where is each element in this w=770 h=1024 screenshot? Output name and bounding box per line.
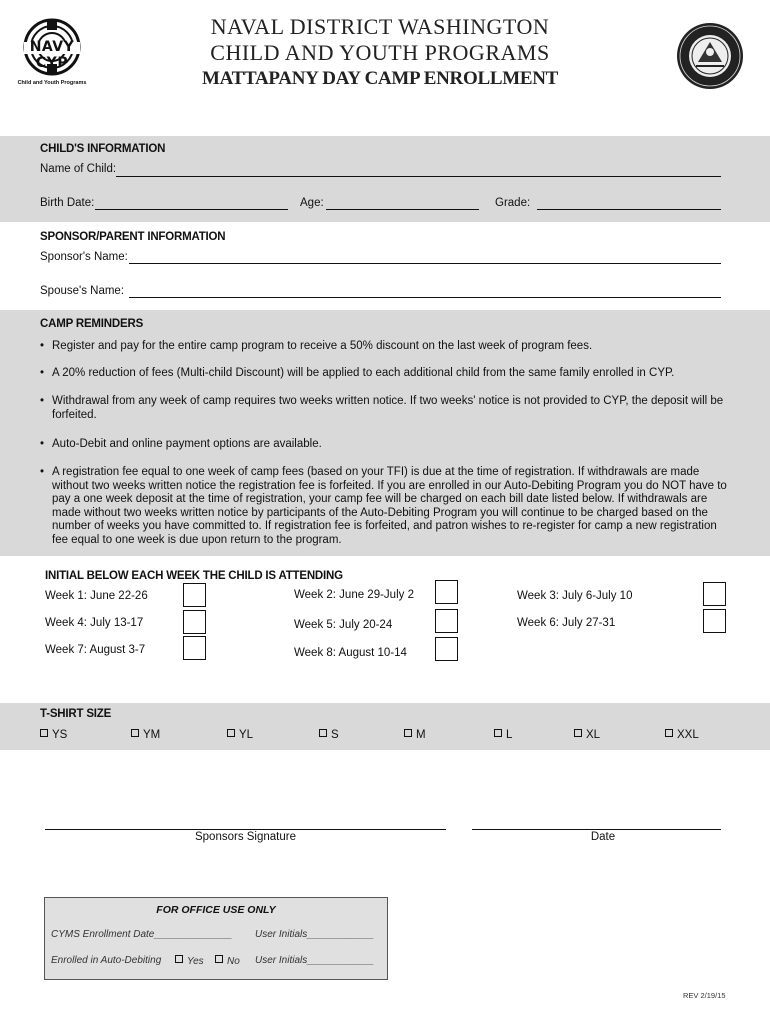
checkbox-icon xyxy=(404,729,412,737)
birth-date-field[interactable] xyxy=(95,209,288,210)
age-field[interactable] xyxy=(326,209,479,210)
child-info-heading: CHILD'S INFORMATION xyxy=(40,143,166,155)
navy-cyp-logo xyxy=(16,16,88,92)
week-5-initial-box[interactable] xyxy=(435,609,458,633)
checkbox-icon xyxy=(175,955,183,963)
age-label: Age: xyxy=(300,197,324,209)
week-1-label: Week 1: June 22-26 xyxy=(45,590,148,602)
week-3-label: Week 3: July 6-July 10 xyxy=(517,590,633,602)
auto-debit-label: Enrolled in Auto-Debiting xyxy=(51,955,162,966)
seal-icon xyxy=(676,22,744,90)
title-line-2: CHILD AND YOUTH PROGRAMS xyxy=(210,40,550,65)
sponsor-name-field[interactable] xyxy=(129,263,721,264)
checkbox-icon xyxy=(574,729,582,737)
checkbox-icon xyxy=(665,729,673,737)
reminder-item: • A registration fee equal to one week of camp fees (based on your TFI) is due at the time of registration. If withdrawals are made without two weeks written notice the registration fee is forfeited. If you are enrolled in our Auto-Debiting Program you do NOT have to pay a one week deposit at the time of registration, your camp fee will be charged on each bill date listed below. If withdrawals are made without two weeks written notice by participants of the Auto-Debiting Program you will continue to be charged based on the number of weeks you have committed to. If registration fee is forfeited, and patron wishes to re-register for camp a new registration fee equal to one week is due upon return to the program. xyxy=(40,466,727,546)
size-option-ys[interactable]: YS xyxy=(40,729,67,741)
week-5-label: Week 5: July 20-24 xyxy=(294,619,393,631)
week-6-initial-box[interactable] xyxy=(703,609,726,633)
week-7-initial-box[interactable] xyxy=(183,636,206,660)
office-use-box xyxy=(44,897,388,980)
week-8-label: Week 8: August 10-14 xyxy=(294,647,407,659)
checkbox-icon xyxy=(227,729,235,737)
week-6-label: Week 6: July 27-31 xyxy=(517,617,616,629)
spouse-name-field[interactable] xyxy=(129,297,721,298)
size-option-xl[interactable]: XL xyxy=(574,729,600,741)
title-line-3: MATTAPANY DAY CAMP ENROLLMENT xyxy=(202,68,558,89)
logo-subtext: Child and Youth Programs xyxy=(17,80,87,86)
checkbox-icon xyxy=(319,729,327,737)
office-use-heading: FOR OFFICE USE ONLY xyxy=(156,904,276,916)
sponsor-name-label: Sponsor's Name: xyxy=(40,251,128,263)
grade-label: Grade: xyxy=(495,197,531,209)
week-3-initial-box[interactable] xyxy=(703,582,726,606)
size-option-yl[interactable]: YL xyxy=(227,729,253,741)
checkbox-icon xyxy=(40,729,48,737)
week-8-initial-box[interactable] xyxy=(435,637,458,661)
grade-field[interactable] xyxy=(537,209,721,210)
reminder-item: • Auto-Debit and online payment options are available. xyxy=(40,438,322,450)
checkbox-icon xyxy=(215,955,223,963)
reminder-item: • A 20% reduction of fees (Multi-child Discount) will be applied to each additional child from the same family enrolled in CYP. xyxy=(40,367,675,379)
title-line-1: NAVAL DISTRICT WASHINGTON xyxy=(210,14,550,39)
sponsor-info-heading: SPONSOR/PARENT INFORMATION xyxy=(40,231,226,243)
birth-date-label: Birth Date: xyxy=(40,197,95,209)
sponsor-signature-label: Sponsors Signature xyxy=(194,831,296,843)
checkbox-icon xyxy=(131,729,139,737)
week-4-initial-box[interactable] xyxy=(183,610,206,634)
week-2-initial-box[interactable] xyxy=(435,580,458,604)
size-option-m[interactable]: M xyxy=(404,729,426,741)
cyms-enrollment-date-field[interactable]: CYMS Enrollment Date______________ xyxy=(51,929,233,940)
weeks-heading: INITIAL BELOW EACH WEEK THE CHILD IS ATTENDING xyxy=(45,570,343,582)
child-name-label: Name of Child: xyxy=(40,163,117,175)
week-1-initial-box[interactable] xyxy=(183,583,206,607)
auto-debit-no-option[interactable]: No xyxy=(215,955,240,967)
size-option-s[interactable]: S xyxy=(319,729,339,741)
logo-text: NAVY CYP xyxy=(29,39,75,71)
date-field[interactable] xyxy=(472,829,721,830)
date-label: Date xyxy=(590,831,616,843)
reminder-item: • Register and pay for the entire camp program to receive a 50% discount on the last week of program fees. xyxy=(40,340,593,352)
week-2-label: Week 2: June 29-July 2 xyxy=(294,589,414,601)
size-option-xxl[interactable]: XXL xyxy=(665,729,699,741)
size-option-l[interactable]: L xyxy=(494,729,512,741)
sponsor-signature-field[interactable] xyxy=(45,829,446,830)
revision-label: REV 2/19/15 xyxy=(683,991,726,1000)
user-initials-field-1[interactable]: User Initials____________ xyxy=(255,929,374,940)
size-option-ym[interactable]: YM xyxy=(131,729,160,741)
checkbox-icon xyxy=(494,729,502,737)
tshirt-band xyxy=(0,703,770,750)
spouse-name-label: Spouse's Name: xyxy=(40,285,125,297)
week-7-label: Week 7: August 3-7 xyxy=(45,644,146,656)
tshirt-heading: T-SHIRT SIZE xyxy=(40,708,112,720)
child-name-field[interactable] xyxy=(116,176,721,177)
naval-district-seal xyxy=(676,22,744,90)
user-initials-field-2[interactable]: User Initials____________ xyxy=(255,955,374,966)
camp-reminders-heading: CAMP REMINDERS xyxy=(40,318,144,330)
week-4-label: Week 4: July 13-17 xyxy=(45,617,144,629)
auto-debit-yes-option[interactable]: Yes xyxy=(175,955,204,967)
reminder-item: • Withdrawal from any week of camp requires two weeks written notice. If two weeks' notice is not provided to CYP, the deposit will be forfeited. xyxy=(40,395,724,421)
